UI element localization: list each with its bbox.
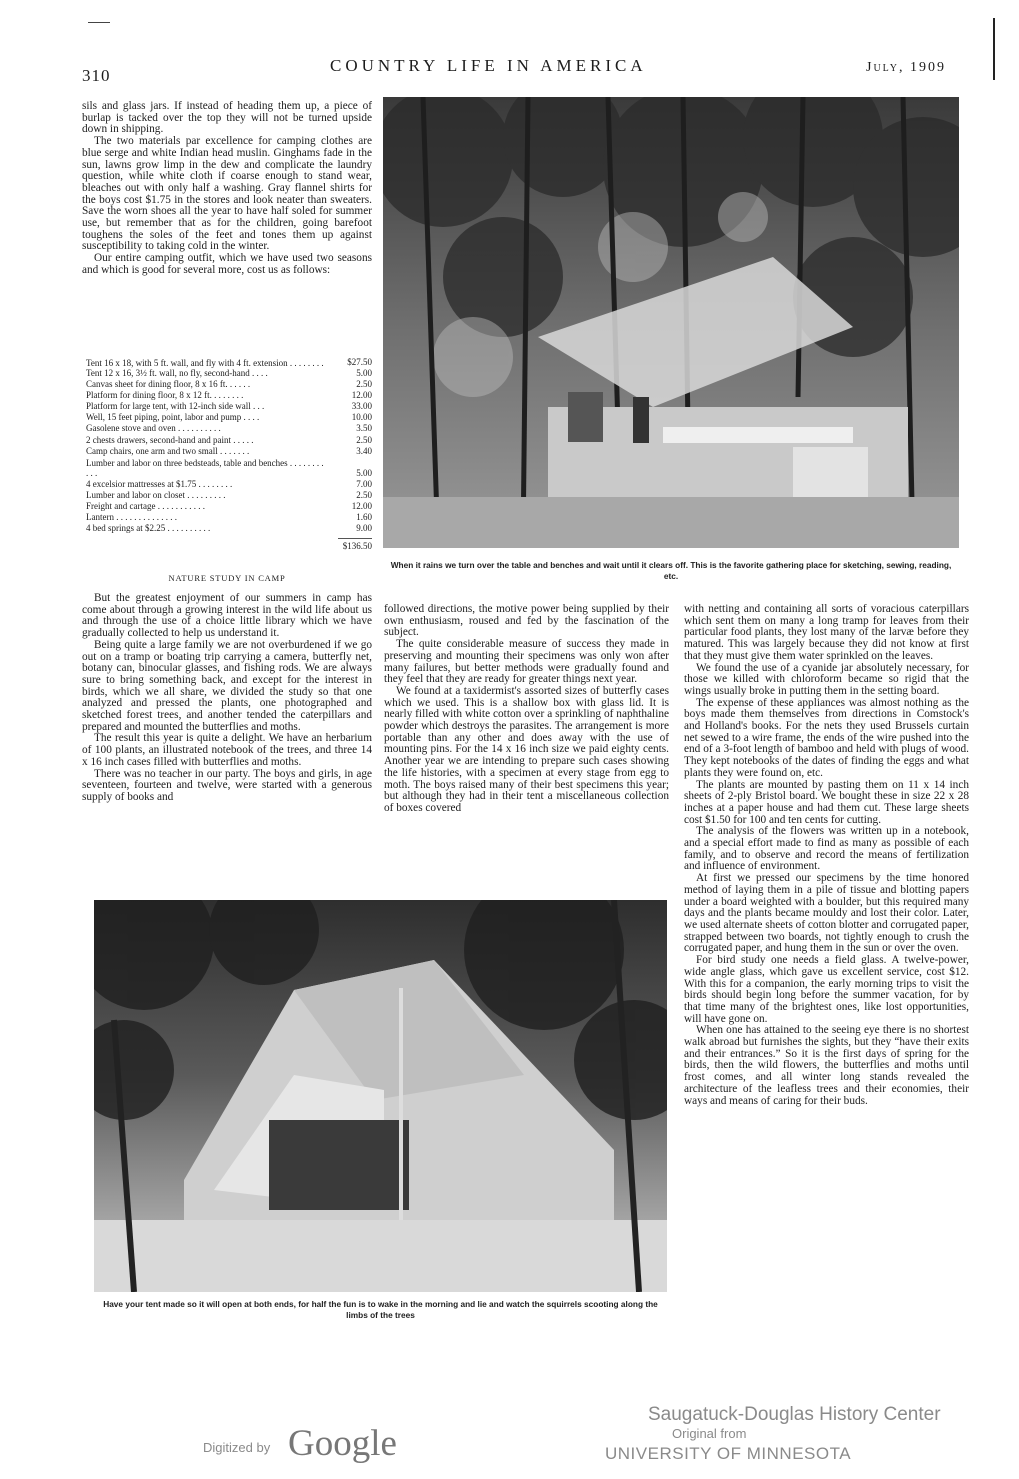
cost-total: $136.50: [338, 538, 372, 552]
cost-row: [86, 446, 372, 457]
paragraph: Our entire camping outfit, which we have used two seasons and which is good for several more, cost us as follows:: [82, 252, 372, 276]
paragraph: sils and glass jars. If instead of heading them up, a piece of burlap is tacked over the top they will not be turned upside down in shipping.: [82, 100, 372, 136]
tent-opening: [269, 1120, 409, 1210]
cost-item: Tent 12 x 16, 3½ ft. wall, no fly, second-hand . . . .: [86, 368, 268, 378]
tent-caption: Have your tent made so it will open at both ends, for half the fun is to wake in the morning and lie and watch the squirrels scooting along the limbs of the trees: [103, 1299, 658, 1320]
cost-row: [86, 490, 372, 501]
cost-item: 2 chests drawers, second-hand and paint . . . . .: [86, 434, 254, 445]
cost-row: [86, 479, 372, 490]
paragraph: The analysis of the flowers was written up in a notebook, and a special effort made to find as many as possible of each family, and to observe and record the means of fertilization and influence of environment.: [684, 825, 969, 873]
section-heading: NATURE STUDY IN CAMP: [168, 573, 286, 583]
cost-row: [86, 512, 372, 523]
paragraph: with netting and containing all sorts of voracious caterpillars which sent them on many a long tramp for leaves from their particular food plants, they lost many of the larvæ before they matured. This was largely because they did not know at first that they must give them water sprinkled on the leaves.: [684, 603, 969, 662]
cost-item: Lumber and labor on three bedsteads, table and benches . . . . . . . . . . .: [86, 457, 324, 479]
cost-amount: 12.00: [351, 390, 372, 401]
paragraph: The quite considerable measure of success they made in preserving and mounting their specimens was only won after many failures, but better methods were gradually found and they feel that they are ready for greater things next year.: [384, 638, 669, 686]
digitized-by-label: Digitized by: [203, 1440, 271, 1455]
cost-row: [86, 390, 372, 401]
paragraph: We found at a taxidermist's assorted sizes of butterfly cases which we used. This is a shallow box with glass lid. It is nearly filled with white cotton over a sprinkling of naphthaline powder which destroys the parasites. The arrangement is more portable than any other and does away with the use of mounting pins. For the 14 x 16 inch size we paid eighty cents. Another year we are intending to prepare such cases showing the life histories, with a specimen at every stage from egg to moth. The boys raised many of their best specimens this year; but although they had in their tent a miscellaneous collection of boxes covered: [384, 684, 669, 814]
camp-dining-illustration: [383, 97, 959, 548]
cost-row: [86, 379, 372, 390]
magazine-title: COUNTRY LIFE IN AMERICA: [330, 56, 647, 75]
cost-amount: 2.50: [356, 379, 372, 390]
camp-dining-caption: When it rains we turn over the table and benches and wait until it clears off. This is the favorite gathering place for sketching, sewing, reading, etc.: [390, 560, 952, 581]
column-1-bottom: [82, 593, 372, 804]
paragraph: When one has attained to the seeing eye there is no shortest walk abroad but furnishes the sights, but they “have their exits and their entrances.” So it is the first days of spring for the birds, then the wild flowers, the butterflies and moths until frost comes, and all winter long stands revealed the architecture of the leafless trees and their economies, their ways and means of caring for their buds.: [684, 1024, 969, 1107]
google-logo: Google: [288, 1423, 397, 1464]
paragraph: The two materials par excellence for camping clothes are blue serge and white Indian head muslin. Ginghams fade in the sun, lawns grow limp in the dew and complicate the laundry question, while white cloth if coarse enough to stand wear, bleaches out with only half a washing. Gray flannel shirts for the boys cost $1.75 in the stores and look neater than sweaters. Save the worn shoes all the year to have half soled for summer use, but remember that as for the children, going barefoot toughens the soles of the feet and tones them up against susceptibility to taking cold in the winter.: [82, 135, 372, 253]
camp-dining-photo: [383, 97, 959, 548]
cost-item: Camp chairs, one arm and two small . . . . . . .: [86, 445, 250, 456]
right-edge-line: [993, 18, 995, 80]
cost-row: [86, 501, 372, 512]
cost-item: Well, 15 feet piping, point, labor and pump . . . .: [86, 412, 260, 423]
cost-table: [86, 346, 372, 552]
original-from-label: Original from: [672, 1426, 747, 1441]
cost-amount: $27.50: [347, 356, 372, 367]
cost-amount: 7.00: [356, 478, 372, 489]
paragraph: The expense of these appliances was almost nothing as the boys made them themselves from directions in Comstock's and Holland's books. For the nets they used Brussels curtain net sewed to a wire frame, the ends of the wire pushed into the end of a 3-foot length of bamboo and held with plugs of wood. They kept notebooks of the dates of finding the eggs and what plants they were found on, etc.: [684, 696, 969, 779]
cost-item: Platform for large tent, with 12-inch side wall . . .: [86, 401, 265, 412]
cost-amount: 3.50: [356, 423, 372, 434]
cost-row: [86, 423, 372, 434]
cost-amount: 10.00: [351, 412, 372, 423]
table-top: [663, 427, 853, 443]
stove: [568, 392, 603, 442]
column-1-top: [82, 101, 372, 277]
cost-item: 4 excelsior mattresses at $1.75 . . . . . . . .: [86, 478, 233, 489]
paragraph: Being quite a large family we are not overburdened if we go out on a tramp or boating trip carrying a camera, butterfly net, botany can, binocular glasses, and fishing rods. We are always sure to bring something back, and except for the interest in birds, which we all share, we divided the study so that one analyzed and pressed the plants, one photographed and sketched forest trees, and another tended the caterpillars and prepared and mounted the butterflies and moths.: [82, 638, 372, 733]
cost-row: [86, 457, 372, 479]
cost-amount: 2.50: [356, 434, 372, 445]
cost-row: [86, 346, 372, 368]
column-2: [384, 604, 669, 815]
cost-item: Platform for dining floor, 8 x 12 ft. . . . . . . .: [86, 390, 244, 401]
cost-item: Canvas sheet for dining floor, 8 x 16 ft. . . . . .: [86, 379, 251, 390]
tent-illustration: [94, 900, 667, 1292]
cost-row: [86, 401, 372, 412]
paragraph: But the greatest enjoyment of our summers in camp has come about through a growing interest in the wild life about us and through the use of a choice little library which we have gradually collected to help us understand it.: [82, 592, 372, 640]
cost-item: 4 bed springs at $2.25 . . . . . . . . . .: [86, 523, 211, 534]
paragraph: We found the use of a cyanide jar absolutely necessary, for those we killed with chloroform became so rigid that the wings usually broke in putting them in the setting board.: [684, 661, 969, 697]
university-name: UNIVERSITY OF MINNESOTA: [605, 1444, 852, 1463]
cost-amount: 1.60: [356, 512, 372, 523]
cost-amount: 33.00: [351, 401, 372, 412]
paragraph: For bird study one needs a field glass. A twelve-power, wide angle glass, which gave us excellent service, cost $12. With this for a companion, the early morning trips to visit the birds should begin long before the summer vacation, for by that time many of the brightest ones, like lost opportunities, will have gone on.: [684, 954, 969, 1025]
cost-row: [86, 435, 372, 446]
column-3: [684, 604, 969, 1107]
cost-amount: 5.00: [356, 368, 372, 378]
tent-photo: [94, 900, 667, 1292]
cost-item: Gasolene stove and oven . . . . . . . . . .: [86, 423, 221, 434]
library-name: Saugatuck-Douglas History Center: [648, 1404, 941, 1425]
cost-amount: 3.40: [356, 445, 372, 456]
cost-row: [86, 368, 372, 379]
cost-amount: 5.00: [356, 467, 372, 478]
cost-item: Lumber and labor on closet . . . . . . . . .: [86, 489, 226, 500]
cost-item: Tent 16 x 18, with 5 ft. wall, and fly with 4 ft. extension . . . . . . . .: [86, 357, 324, 368]
issue-date: July, 1909: [866, 60, 946, 75]
cost-amount: 12.00: [351, 500, 372, 511]
cost-row: [86, 412, 372, 423]
paragraph: At first we pressed our specimens by the time honored method of laying them in a pile of tissue and blotting papers under a board weighted with a boulder, but this required many days and the plants became mouldy and lost their color. Later, we used alternate sheets of cotton blotter and corrugated paper, strapped between two boards, not tightly enough to crush the corrugated paper, and hung them in the sun or over the oven.: [684, 872, 969, 955]
cost-item: Freight and cartage . . . . . . . . . . .: [86, 500, 205, 511]
paragraph: followed directions, the motive power being supplied by their own enthusiasm, roused and fed by the fascination of the subject.: [384, 603, 669, 639]
cost-row: [86, 523, 372, 534]
paragraph: There was no teacher in our party. The boys and girls, in age seventeen, fourteen and twelve, were started with a generous supply of books and: [82, 767, 372, 803]
paragraph: The plants are mounted by pasting them on 11 x 14 inch sheets of 2-ply Bristol board. We bought these in size 22 x 28 inches at a paper house and had them cut. These large sheets cost $1.50 for 100 and ten cents for cutting.: [684, 778, 969, 826]
cost-amount: 9.00: [356, 523, 372, 534]
girl-figure: [633, 397, 649, 443]
cost-item: Lantern . . . . . . . . . . . . . .: [86, 512, 177, 523]
top-rule-mark: [88, 22, 110, 23]
page-number: 310: [82, 66, 111, 85]
cost-amount: 2.50: [356, 489, 372, 500]
chest: [793, 447, 868, 497]
paragraph: The result this year is quite a delight. We have an herbarium of 100 plants, an illustrated notebook of the trees, and three 14 x 16 inch cases filled with butterflies and moths.: [82, 732, 372, 768]
